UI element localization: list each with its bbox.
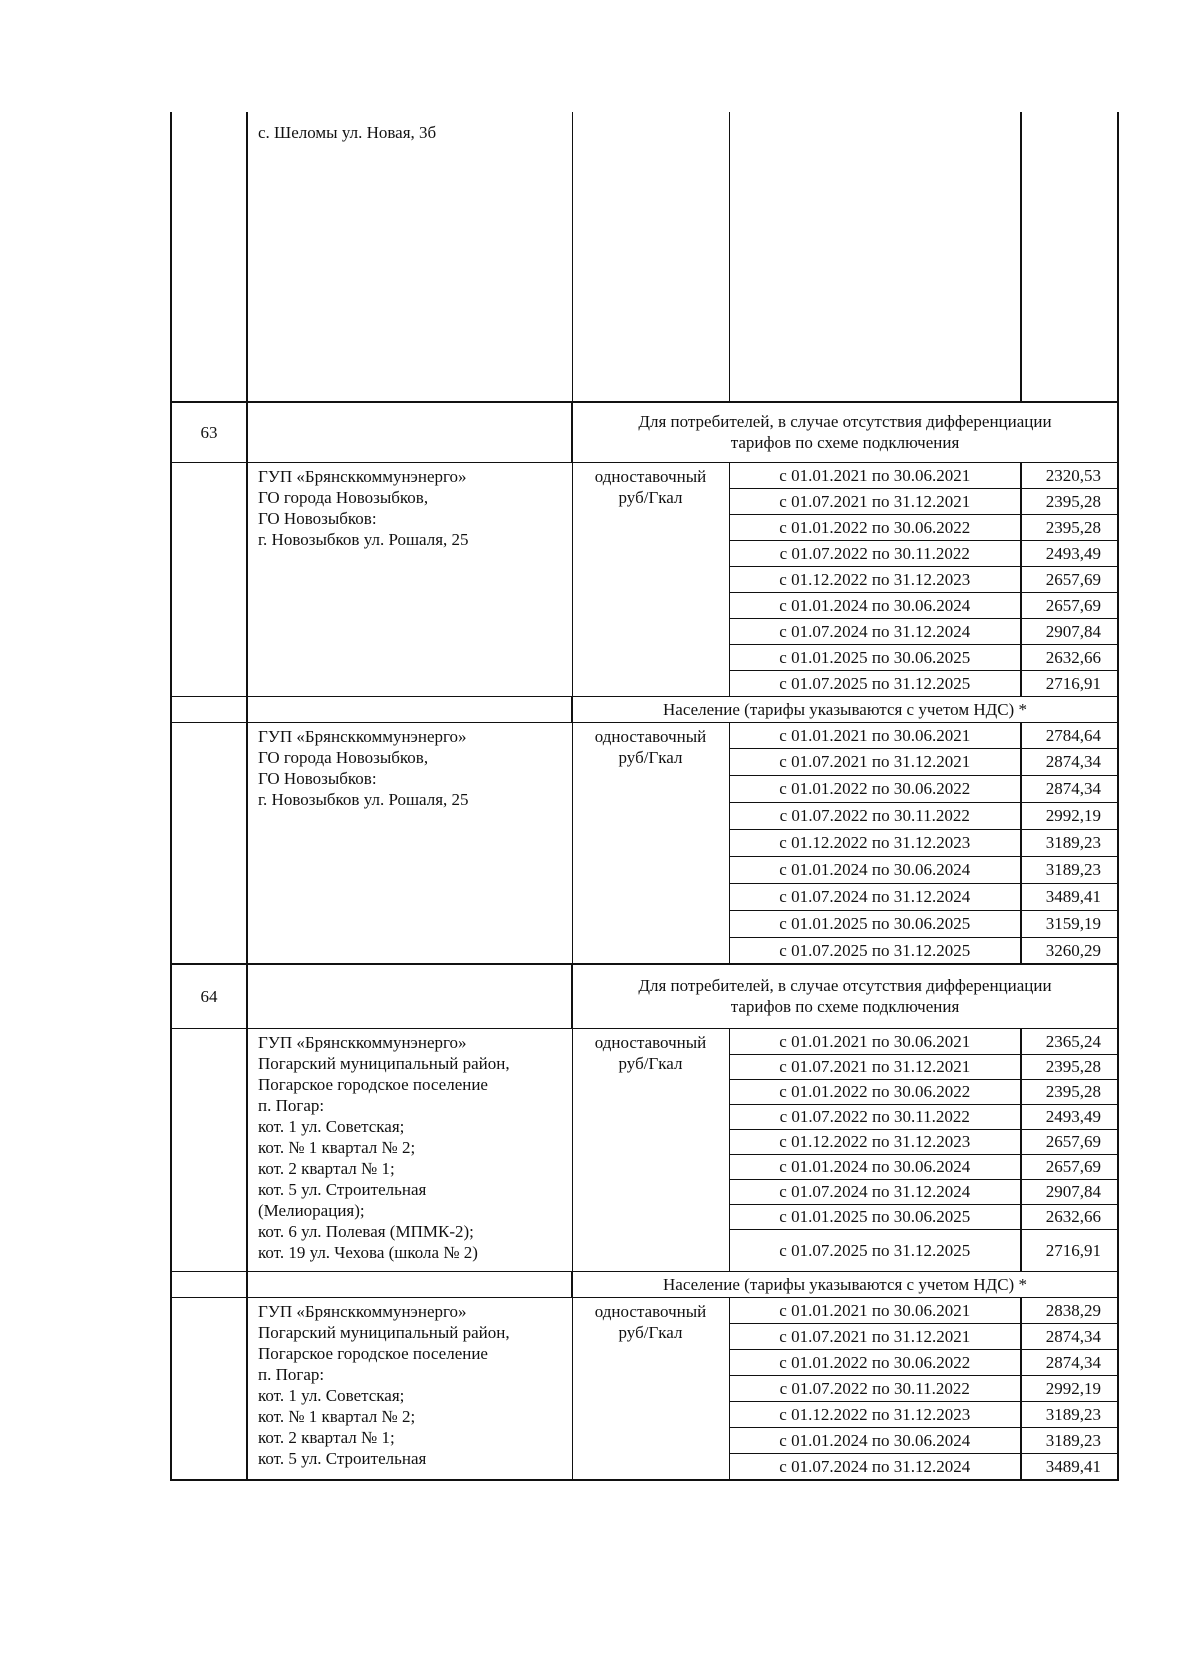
org-line: Погарский муниципальный район, — [258, 1053, 510, 1073]
tariff-period: с 01.07.2025 по 31.12.2025 — [729, 1229, 1021, 1271]
org-line: ГО города Новозыбков, — [258, 747, 429, 767]
org-line: Погарское городское поселение — [258, 1343, 488, 1363]
tariff-period: с 01.12.2022 по 31.12.2023 — [729, 1129, 1021, 1154]
tariff-period: с 01.07.2024 по 31.12.2024 — [729, 618, 1021, 644]
org-line: кот. 1 ул. Советская; — [258, 1385, 405, 1405]
org-line: г. Новозыбков ул. Рошаля, 25 — [258, 789, 469, 809]
tariff-type: одноставочный руб/Гкал — [572, 1297, 729, 1480]
population-header-row — [171, 696, 1118, 722]
tariff-value: 2907,84 — [1021, 1179, 1118, 1204]
population-header: Население (тарифы указываются с учетом НДС) * — [572, 696, 1118, 722]
consumers-header: Для потребителей, в случае отсутствия дифференциации тарифов по схеме подключения — [572, 402, 1118, 462]
org-line: п. Погар: — [258, 1364, 325, 1384]
org-line: кот. № 1 квартал № 2; — [258, 1137, 416, 1157]
tariff-value: 2907,84 — [1021, 618, 1118, 644]
org-description — [247, 462, 572, 696]
org-address: с. Шеломы ул. Новая, 3б — [258, 123, 437, 142]
org-line: ГУП «Брянсккоммунэнерго» — [258, 726, 467, 746]
tariff-value: 2395,28 — [1021, 488, 1118, 514]
tariff-value: 3189,23 — [1021, 1401, 1118, 1427]
org-description — [247, 1028, 572, 1271]
org-line: кот. 1 ул. Советская; — [258, 1116, 405, 1136]
tariff-period: с 01.01.2025 по 30.06.2025 — [729, 1204, 1021, 1229]
item-number: 64 — [171, 964, 247, 1028]
org-line: кот. 5 ул. Строительная — [258, 1448, 427, 1468]
tariff-value: 2874,34 — [1021, 1349, 1118, 1375]
tariff-period: с 01.01.2021 по 30.06.2021 — [729, 722, 1021, 748]
tariff-value: 2657,69 — [1021, 1129, 1118, 1154]
org-line: ГУП «Брянсккоммунэнерго» — [258, 466, 467, 486]
org-line: кот. 19 ул. Чехова (школа № 2) — [258, 1242, 478, 1262]
tariff-value: 2784,64 — [1021, 722, 1118, 748]
tariff-period: с 01.01.2022 по 30.06.2022 — [729, 775, 1021, 802]
tariff-row — [171, 1028, 1118, 1054]
tariff-period: с 01.07.2024 по 31.12.2024 — [729, 1453, 1021, 1480]
continuation-row — [171, 112, 1118, 402]
tariff-period: с 01.12.2022 по 31.12.2023 — [729, 566, 1021, 592]
tariff-value: 2992,19 — [1021, 802, 1118, 829]
population-header-row — [171, 1271, 1118, 1297]
tariff-type: одноставочный руб/Гкал — [572, 1028, 729, 1271]
tariff-value: 3260,29 — [1021, 937, 1118, 964]
org-line: кот. № 1 квартал № 2; — [258, 1406, 416, 1426]
tariff-value: 2395,28 — [1021, 1054, 1118, 1079]
tariff-value: 2716,91 — [1021, 1229, 1118, 1271]
tariff-period: с 01.07.2022 по 30.11.2022 — [729, 802, 1021, 829]
tariff-value: 2632,66 — [1021, 1204, 1118, 1229]
tariff-value: 2874,34 — [1021, 748, 1118, 775]
tariff-value: 3489,41 — [1021, 1453, 1118, 1480]
tariff-period: с 01.01.2024 по 30.06.2024 — [729, 856, 1021, 883]
org-line: ГО Новозыбков: — [258, 508, 377, 528]
org-line: п. Погар: — [258, 1095, 325, 1115]
tariff-period: с 01.01.2022 по 30.06.2022 — [729, 514, 1021, 540]
org-line: кот. 2 квартал № 1; — [258, 1427, 395, 1447]
tariff-period: с 01.01.2021 по 30.06.2021 — [729, 462, 1021, 488]
item-63-consumers — [171, 462, 1118, 696]
tariff-period: с 01.12.2022 по 31.12.2023 — [729, 1401, 1021, 1427]
tariff-period: с 01.01.2021 по 30.06.2021 — [729, 1028, 1021, 1054]
tariff-value: 2657,69 — [1021, 566, 1118, 592]
tariff-value: 2493,49 — [1021, 540, 1118, 566]
tariff-value: 2992,19 — [1021, 1375, 1118, 1401]
item-63-population — [171, 722, 1118, 964]
tariff-period: с 01.01.2025 по 30.06.2025 — [729, 644, 1021, 670]
org-line: кот. 6 ул. Полевая (МПМК-2); — [258, 1221, 474, 1241]
tariff-value: 3189,23 — [1021, 856, 1118, 883]
population-header: Население (тарифы указываются с учетом НДС) * — [572, 1271, 1118, 1297]
tariff-value: 2493,49 — [1021, 1104, 1118, 1129]
org-line: Погарское городское поселение — [258, 1074, 488, 1094]
tariff-value: 3189,23 — [1021, 829, 1118, 856]
item-64-consumers — [171, 1028, 1118, 1271]
org-line: ГО Новозыбков: — [258, 768, 377, 788]
tariff-value: 2395,28 — [1021, 514, 1118, 540]
tariff-period: с 01.01.2024 по 30.06.2024 — [729, 1427, 1021, 1453]
tariff-table — [170, 112, 1119, 1481]
tariff-row — [171, 462, 1118, 488]
tariff-value: 2874,34 — [1021, 1323, 1118, 1349]
tariff-value: 2874,34 — [1021, 775, 1118, 802]
tariff-period: с 01.07.2025 по 31.12.2025 — [729, 670, 1021, 696]
org-line: Погарский муниципальный район, — [258, 1322, 510, 1342]
tariff-period: с 01.12.2022 по 31.12.2023 — [729, 829, 1021, 856]
tariff-period: с 01.01.2024 по 30.06.2024 — [729, 592, 1021, 618]
tariff-period: с 01.01.2024 по 30.06.2024 — [729, 1154, 1021, 1179]
org-line: ГО города Новозыбков, — [258, 487, 429, 507]
tariff-period: с 01.01.2021 по 30.06.2021 — [729, 1297, 1021, 1323]
item-number: 63 — [171, 402, 247, 462]
org-line: ГУП «Брянсккоммунэнерго» — [258, 1301, 467, 1321]
tariff-value: 2657,69 — [1021, 1154, 1118, 1179]
tariff-period: с 01.07.2022 по 30.11.2022 — [729, 1375, 1021, 1401]
org-line: г. Новозыбков ул. Рошаля, 25 — [258, 529, 469, 549]
org-description — [247, 722, 572, 964]
item-64-population — [171, 1297, 1118, 1480]
org-line: кот. 2 квартал № 1; — [258, 1158, 395, 1178]
tariff-period: с 01.07.2022 по 30.11.2022 — [729, 1104, 1021, 1129]
tariff-type: одноставочный руб/Гкал — [572, 722, 729, 964]
tariff-type: одноставочный руб/Гкал — [572, 462, 729, 696]
tariff-period: с 01.07.2021 по 31.12.2021 — [729, 488, 1021, 514]
tariff-value: 2320,53 — [1021, 462, 1118, 488]
org-line: кот. 5 ул. Строительная — [258, 1179, 427, 1199]
tariff-value: 2716,91 — [1021, 670, 1118, 696]
tariff-value: 3489,41 — [1021, 883, 1118, 910]
tariff-value: 2365,24 — [1021, 1028, 1118, 1054]
org-description — [247, 1297, 572, 1480]
tariff-value: 2657,69 — [1021, 592, 1118, 618]
tariff-value: 2838,29 — [1021, 1297, 1118, 1323]
tariff-period: с 01.07.2021 по 31.12.2021 — [729, 748, 1021, 775]
item-64-header-row — [171, 964, 1118, 1028]
tariff-value: 3159,19 — [1021, 910, 1118, 937]
org-line: (Мелиорация); — [258, 1200, 365, 1220]
tariff-row — [171, 1297, 1118, 1323]
item-63-header-row — [171, 402, 1118, 462]
consumers-header: Для потребителей, в случае отсутствия дифференциации тарифов по схеме подключения — [572, 964, 1118, 1028]
tariff-value: 3189,23 — [1021, 1427, 1118, 1453]
tariff-period: с 01.07.2022 по 30.11.2022 — [729, 540, 1021, 566]
tariff-period: с 01.01.2025 по 30.06.2025 — [729, 910, 1021, 937]
tariff-value: 2632,66 — [1021, 644, 1118, 670]
tariff-period: с 01.07.2021 по 31.12.2021 — [729, 1054, 1021, 1079]
tariff-period: с 01.07.2021 по 31.12.2021 — [729, 1323, 1021, 1349]
tariff-document — [170, 112, 1117, 1481]
tariff-period: с 01.01.2022 по 30.06.2022 — [729, 1079, 1021, 1104]
tariff-row — [171, 722, 1118, 748]
tariff-value: 2395,28 — [1021, 1079, 1118, 1104]
tariff-period: с 01.07.2025 по 31.12.2025 — [729, 937, 1021, 964]
tariff-period: с 01.01.2022 по 30.06.2022 — [729, 1349, 1021, 1375]
tariff-period: с 01.07.2024 по 31.12.2024 — [729, 883, 1021, 910]
org-line: ГУП «Брянсккоммунэнерго» — [258, 1032, 467, 1052]
tariff-period: с 01.07.2024 по 31.12.2024 — [729, 1179, 1021, 1204]
